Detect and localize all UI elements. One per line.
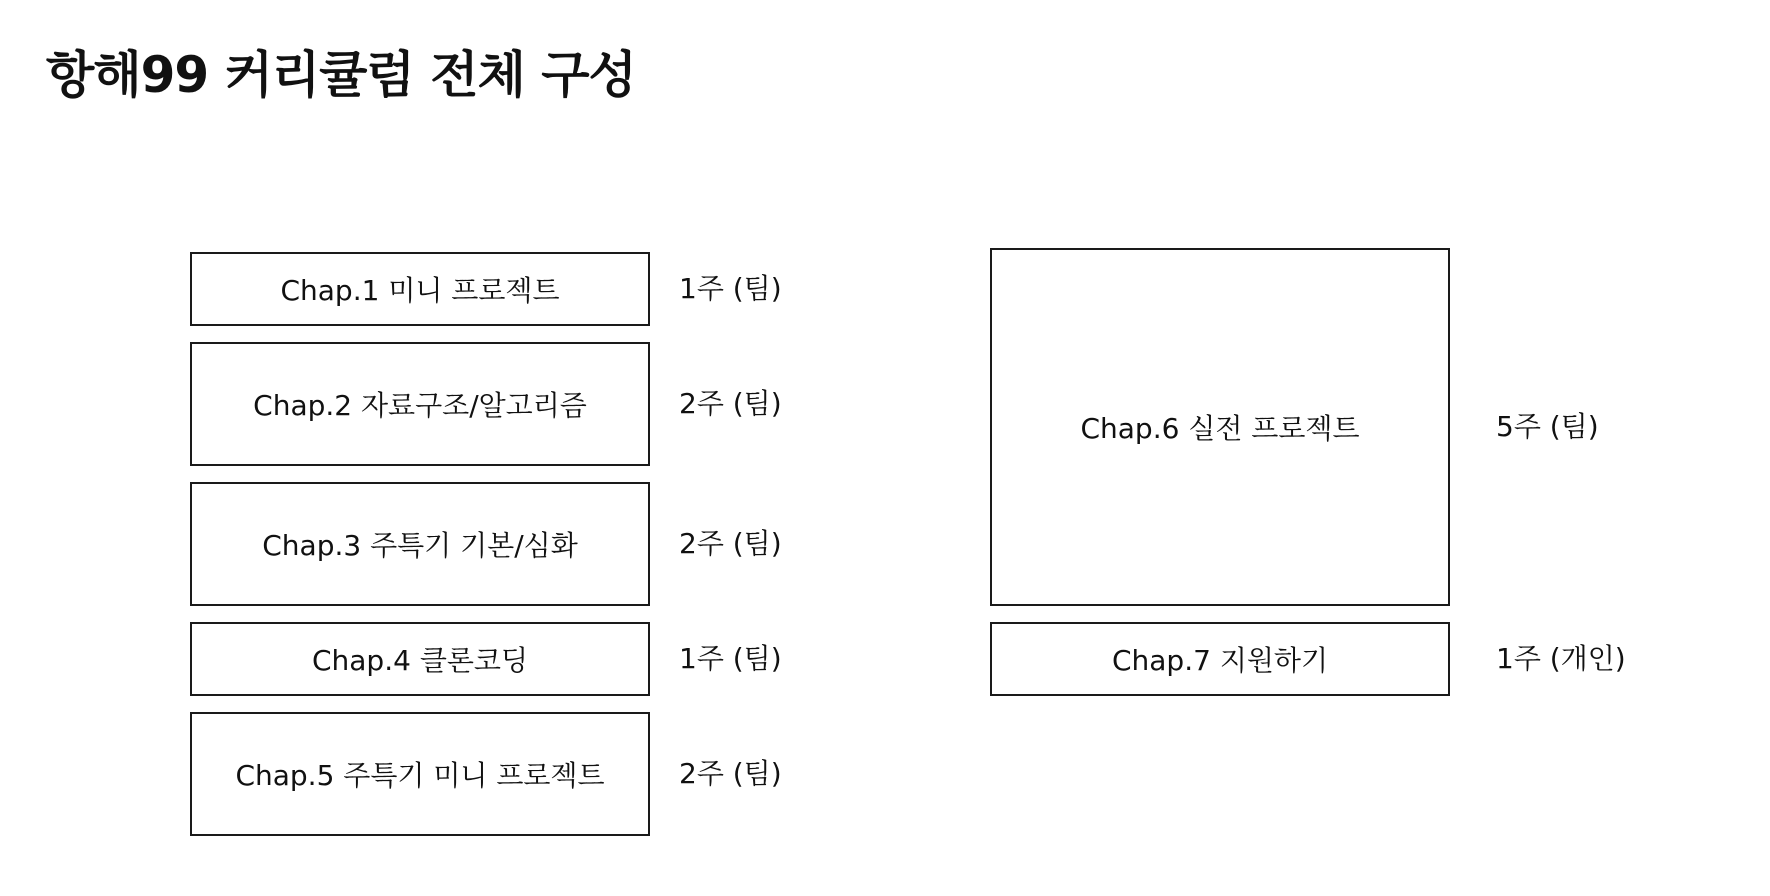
chapter-5-duration: 2주 (팀): [679, 757, 782, 790]
chapter-1-label: Chap.1 미니 프로젝트: [280, 274, 560, 307]
chapter-2-box: [190, 342, 650, 466]
chapter-5-label: Chap.5 주특기 미니 프로젝트: [235, 759, 605, 792]
chapter-4-label: Chap.4 클론코딩: [311, 644, 529, 677]
chapter-3-duration: 2주 (팀): [679, 527, 782, 560]
page-title: 항해99 커리큘럼 전체 구성: [46, 46, 636, 104]
chapter-2-duration: 2주 (팀): [679, 387, 782, 420]
chapter-3-box: [190, 482, 650, 606]
chapter-1-duration: 1주 (팀): [679, 272, 782, 305]
chapter-7-box: [990, 622, 1450, 696]
chapter-1-box: [190, 252, 650, 326]
chapter-6-label: Chap.6 실전 프로젝트: [1080, 412, 1360, 445]
chapter-4-duration: 1주 (팀): [679, 642, 782, 675]
chapter-5-box: [190, 712, 650, 836]
chapter-3-label: Chap.3 주특기 기본/심화: [262, 529, 578, 562]
chapter-6-box: [990, 248, 1450, 606]
chapter-7-duration: 1주 (개인): [1496, 642, 1626, 675]
chapter-4-box: [190, 622, 650, 696]
chapter-2-label: Chap.2 자료구조/알고리즘: [253, 389, 587, 422]
chapter-7-label: Chap.7 지원하기: [1111, 644, 1329, 677]
chapter-6-duration: 5주 (팀): [1496, 410, 1599, 443]
